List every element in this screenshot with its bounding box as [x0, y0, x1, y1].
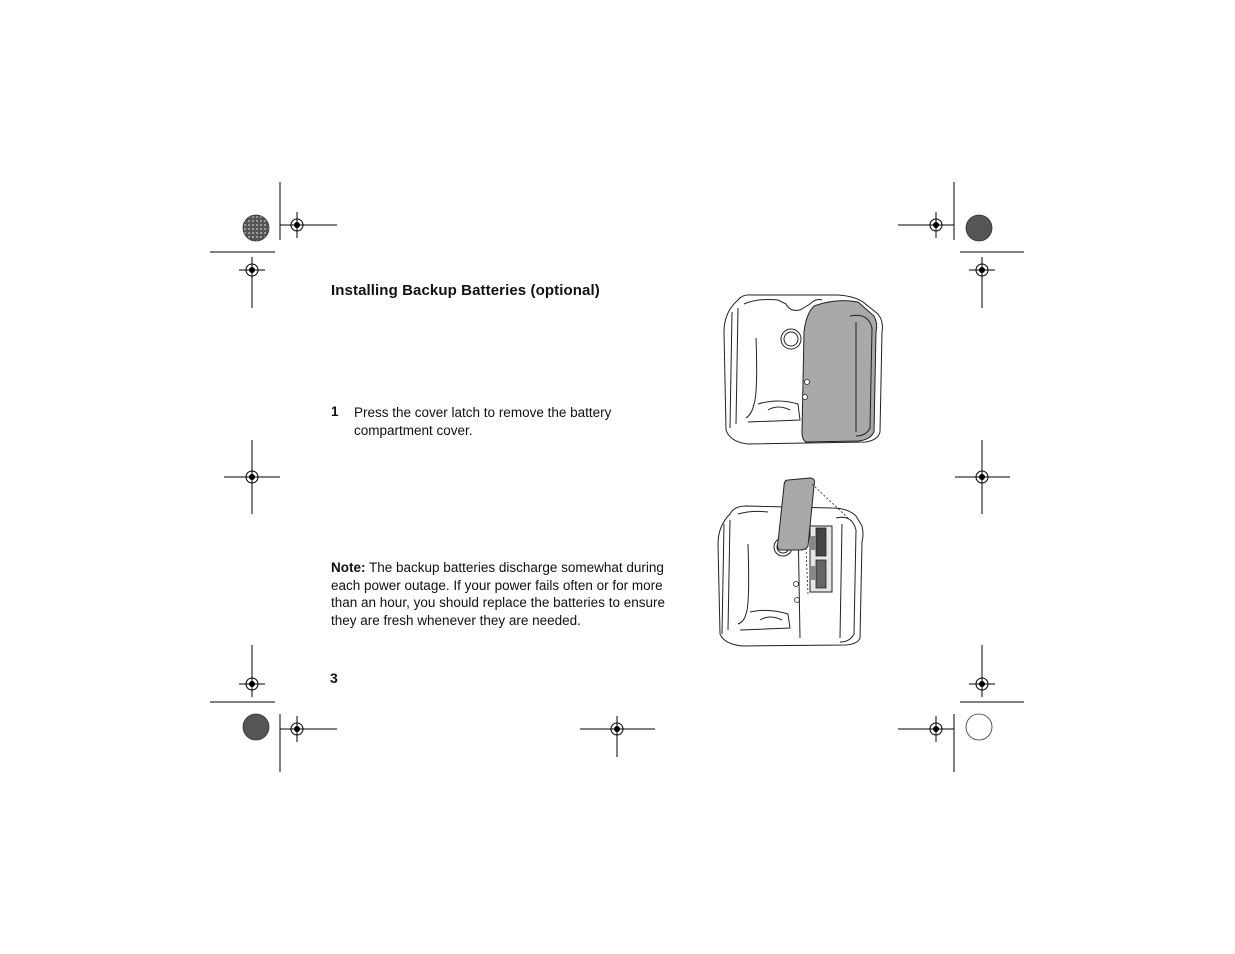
note-label: Note: [331, 560, 366, 575]
charger-cover-removed-illustration [712, 474, 872, 650]
note-paragraph [331, 559, 691, 629]
note-text: The backup batteries discharge somewhat during each power outage. If your power fails often or for more than an hour, you should replace the batteries to ensure they are fresh whenever they are needed. [331, 560, 665, 628]
page-number: 3 [330, 670, 338, 686]
charger-base-illustration [718, 292, 890, 448]
section-title: Installing Backup Batteries (optional) [331, 282, 600, 299]
step-number: 1 [331, 404, 339, 419]
step-text: Press the cover latch to remove the battery compartment cover. [354, 405, 612, 438]
